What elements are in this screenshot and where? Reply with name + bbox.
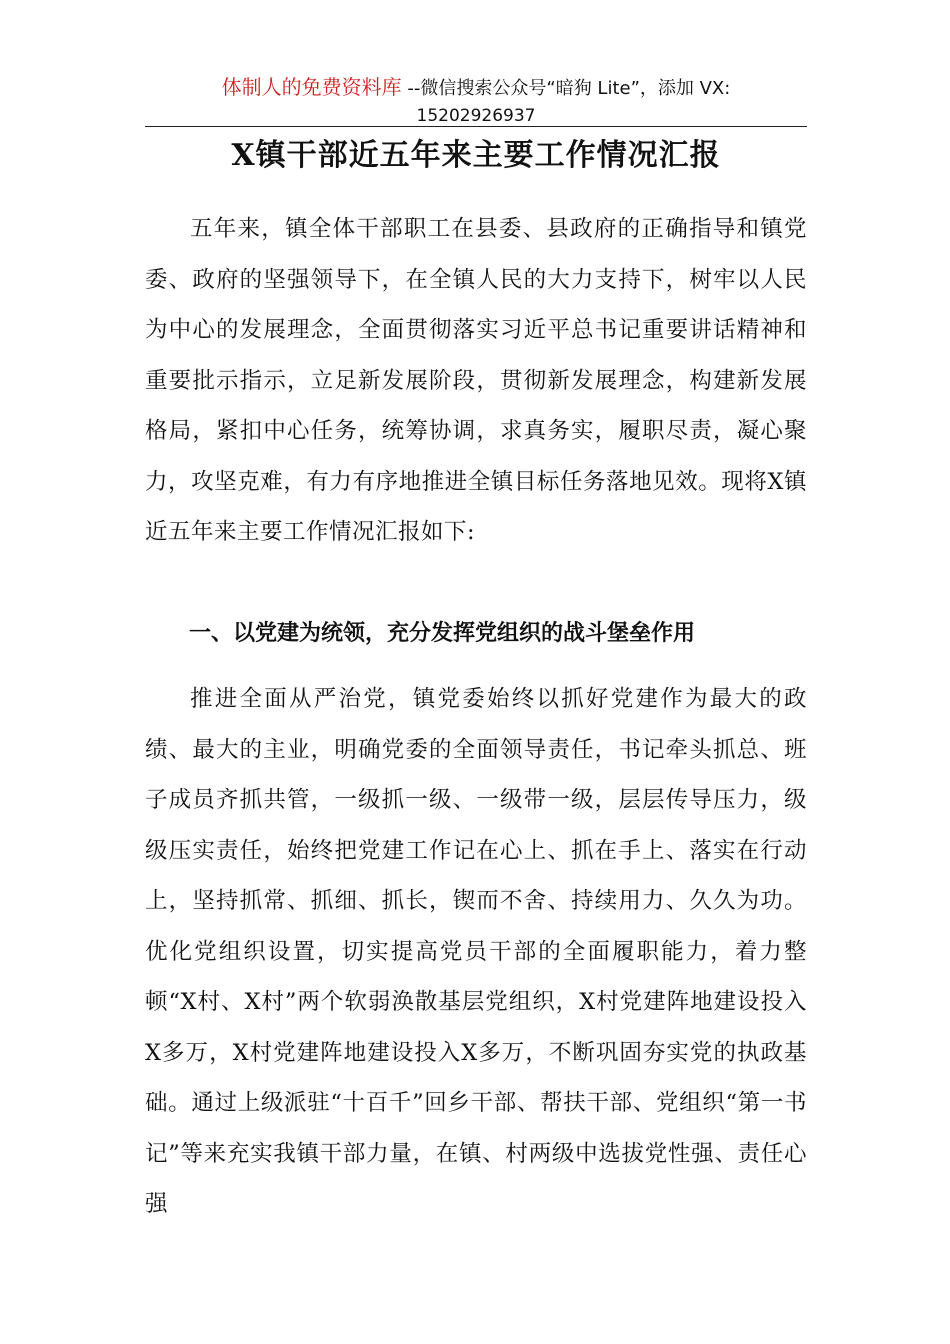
intro-paragraph: 五年来，镇全体干部职工在县委、县政府的正确指导和镇党委、政府的坚强领导下，在全镇人民的大力支持下，树牢以人民为中心的发展理念，全面贯彻落实习近平总书记重要讲话精神和重要批示指示，立足新发展阶段，贯彻新发展理念，构建新发展格局，紧扣中心任务，统筹协调，求真务实，履职尽责，凝心聚力，攻坚克难，有力有序地推进全镇目标任务落地见效。现将X镇近五年来主要工作情况汇报如下: xyxy=(145,216,807,545)
header-phone: 15202926937 xyxy=(416,106,536,126)
header-line-1 xyxy=(145,72,807,104)
section-1-heading: 一、以党建为统领，充分发挥党组织的战斗堡垒作用 xyxy=(189,621,696,646)
header-brand-text: 体制人的免费资料库 xyxy=(221,75,402,99)
header-note-text: --微信搜索公众号“暗狗 Lite”，添加 VX: xyxy=(401,78,731,99)
page-header xyxy=(145,72,807,128)
document-title: X镇干部近五年来主要工作情况汇报 xyxy=(231,138,721,173)
header-divider xyxy=(145,126,807,127)
section-1-paragraph: 推进全面从严治党，镇党委始终以抓好党建作为最大的政绩、最大的主业，明确党委的全面领导责任，书记牵头抓总、班子成员齐抓共管，一级抓一级、一级带一级，层层传导压力，级级压实责任，始终把党建工作记在心上、抓在手上、落实在行动上，坚持抓常、抓细、抓长，锲而不舍、持续用力、久久为功。优化党组织设置，切实提高党员干部的全面履职能力，着力整顿“X村、X村”两个软弱涣散基层党组织，X村党建阵地建设投入X多万，X村党建阵地建设投入X多万，不断巩固夯实党的执政基础。通过上级派驻“十百千”回乡干部、帮扶干部、党组织“第一书记”等来充实我镇干部力量，在镇、村两级中选拔党性强、责任心强 xyxy=(145,686,807,1217)
